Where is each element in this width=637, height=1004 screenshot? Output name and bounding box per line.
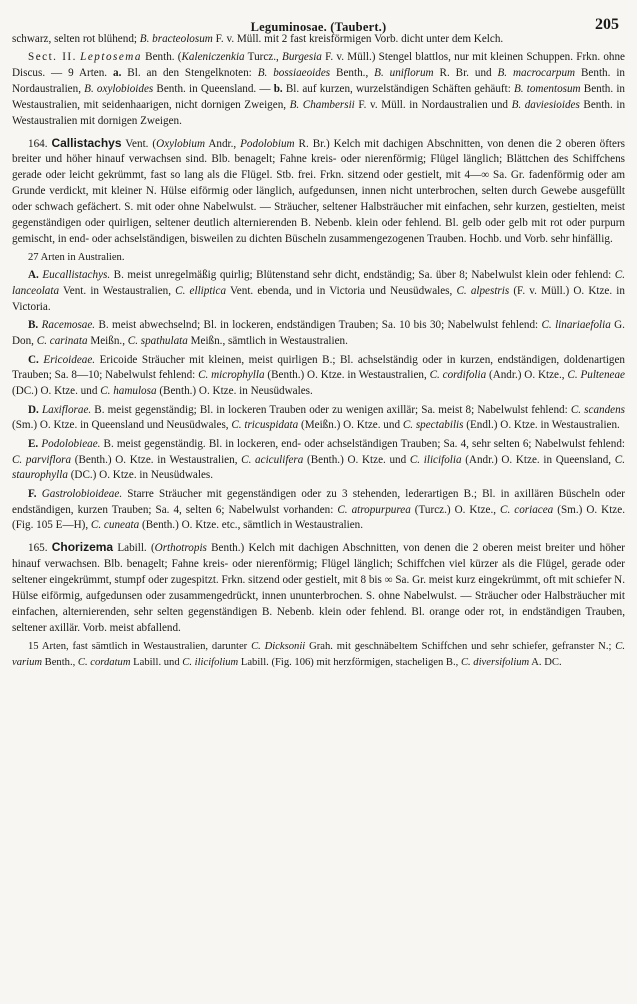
section-paragraph: Sect. II. Leptosema Benth. (Kaleniczenkia Turcz., Burgesia F. v. Müll.) Stengel blattlos, nur mit kleinen Schuppen. Frkn. ohne Discus. — 9 Arten. a. Bl. an den Stengelknoten: B. bossiaeoides Benth., B. uniflorum R. Br. und B. macrocarpum Benth. in Nordaustralien, B. oxylobioides Benth. in Queensland. — b. Bl. auf kurzen, wurzelständigen Schäften gehäuft: B. tomentosum Benth. in Westaustralien, mit seidenhaarigen, nicht dornigen Zweigen, B. Chambersii F. v. Müll. in Nordaustralien und B. daviesioides Benth. in Westaustralien mit dornigen Zweigen. [12,51,626,127]
page-number: 205 [595,16,619,33]
species-note: 27 Arten in Australien. [28,251,125,263]
subsection-paragraph: E. Podolobieae. B. meist gegenständig. Bl. in lockeren, end- oder achselständigen Trauben; Sa. 4, sehr selten 6; Nabelwulst fehlend: C. parviflora (Benth.) O. Ktze. in Westaustralien, C. aciculifera (Benth.) O. Ktze. und C. ilicifolia (Andr.) O. Ktze. in Queensland, C. staurophylla (DC.) O. Ktze. in Neusüdwales. [12,437,625,482]
running-head-title: Leguminosae. (Taubert.) [250,20,387,34]
subsection-paragraph: D. Laxiflorae. B. meist gegenständig; Bl. in lockeren Trauben oder zu wenigen axillär; Sa. meist 8; Nabelwulst fehlend: C. scandens (Sm.) O. Ktze. in Queensland und Neusüdwales, C. tricuspidata (Meißn.) O. Ktze. und C. spectabilis (Endl.) O. Ktze. in Westaustralien. [12,403,626,432]
paragraph: schwarz, selten rot blühend; B. bracteolosum F. v. Müll. mit 2 fast kreisförmigen Vorb. dicht unter dem Kelch. [12,33,504,45]
genus-entry: 164. Callistachys Vent. (Oxylobium Andr., Podolobium R. Br.) Kelch mit dachigen Abschnitten, von denen die 2 oberen öfters breiter und höher hinauf verwachsen sind. Blb. benagelt; Fahne kreis- oder nierenförmig; Flügel länglich; Blättchen des Schiffchens gerade oder leicht gekrümmt, fast so lang als die Flügel. Stb. frei. Frkn. sitzend oder gestielt, mit 4—∞ Sa. Gr. fadenförmig oder am Grunde verdickt, mit kleiner N. Hülse eiförmig oder länglich, aufgedunsen, innen nicht unterbrochen, selten durch Gewebe ausgefüllt oder schwach gefächert. S. mit oder ohne Nabelwulst. — Sträucher, seltener Halbsträucher mit einfachen, sehr kurzen, gestielten, meist gegenständigen oder quirligen, seltener deutlich alternierenden B. Nebenb. klein oder fehlend. Bl. gelb oder gelb mit rot oder purpurn gemischt, in end- oder achselständigen, bisweilen zu dichten Büscheln zusammengezogenen Trauben. Hochb. und Vorb. sehr hinfällig. [12,135,625,245]
subsection-paragraph: F. Gastrolobioideae. Starre Sträucher mit gegenständigen oder zu 3 stehenden, lederartigen B.; Bl. in axillären Büscheln oder endständigen, kurzen Trauben; Sa. 4, selten 6; Nabelwulst vorhanden: C. atropurpurea (Turcz.) O. Ktze., C. coriacea (Sm.) O. Ktze. (Fig. 105 E—H), C. cuneata (Benth.) O. Ktze. etc., sämtlich in Westaustralien. [12,487,625,532]
body-text [12,32,625,671]
subsection-paragraph: A. Eucallistachys. B. meist unregelmäßig quirlig; Blütenstand sehr dicht, endständig; Sa. über 8; Nabelwulst klein oder fehlend: C. lanceolata Vent. in Westaustralien, C. elliptica Vent. ebenda, und in Victoria und Neusüdwales, C. alpestris (F. v. Müll.) O. Ktze. in Victoria. [12,269,625,313]
subsection-paragraph: B. Racemosae. B. meist abwechselnd; Bl. in lockeren, endständigen Trauben; Sa. 10 bis 30; Nabelwulst fehlend: C. linariaefolia G. Don, C. carinata Meißn., C. spathulata Meißn., sämtlich in Westaustralien. [12,319,625,348]
subsection-paragraph: C. Ericoideae. Ericoide Sträucher mit kleinen, meist quirligen B.; Bl. achselständig oder in kurzen, endständigen, doldenartigen Trauben; Sa. 8—10; Nabelwulst fehlend: C. microphylla (Benth.) O. Ktze. in Westaustralien, C. cordifolia (Andr.) O. Ktze., C. Pulteneae (DC.) O. Ktze. und C. hamulosa (Benth.) O. Ktze. in Neusüdwales. [12,353,626,398]
running-head [12,6,625,32]
species-note: 15 Arten, fast sämtlich in Westaustralien, darunter C. Dicksonii Grah. mit geschnäbeltem Schiffchen und sehr schiefer, gefranster N.; C. varium Benth., C. cordatum Labill. und C. ilicifolium Labill. (Fig. 106) mit herzförmigen, stacheligen B., C. diversifolium A. DC. [12,640,625,668]
genus-entry: 165. Chorizema Labill. (Orthotropis Benth.) Kelch mit dachigen Abschnitten, von denen die 2 oberen meist breiter und höher hinauf verwachsen. Blb. benagelt; Fahne kreis- oder nierenförmig; Flügel länglich; Schiffchen viel kürzer als die Flügel, gerade oder seltener eingekrümmt, stumpf oder zugespitzt. Frkn. sitzend oder gestielt, mit 8 bis ∞ Sa. Gr. meist kurz eingekrümmt, oft mit schiefer N. Hülse eiförmig, aufgedunsen oder zusammengedrückt, innen ununterbrochen. S. ohne Nabelwulst. — Sträucher oder Halbsträucher mit einfachen, alternierenden, sehr selten gegenständigen B. Nebenb. klein oder fehlend. Bl. orange oder rot, in endständigen Trauben, seltener axillär. Vorb. meist abfallend. [12,540,626,634]
